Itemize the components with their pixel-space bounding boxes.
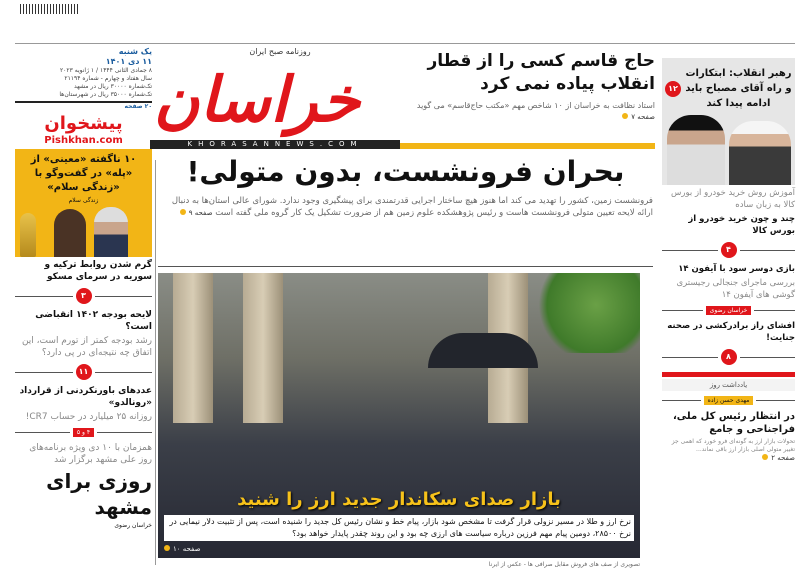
person-image <box>54 209 86 257</box>
watermark <box>15 113 152 147</box>
right-item-4-sub <box>662 438 795 463</box>
left-item-2[interactable]: لایحه بودجه ۱۴۰۲ انقباضی است؟ <box>35 310 152 332</box>
tree-image <box>530 273 640 353</box>
page-ref[interactable]: صفحه ۲ <box>762 454 795 462</box>
separator <box>662 396 795 405</box>
watermark-name: پیشخوان <box>44 113 123 134</box>
person-image <box>94 207 128 257</box>
issue-date: ۱۱ دی ۱۴۰۱ <box>105 57 152 66</box>
page-badge: ۱۱ <box>76 364 92 380</box>
page-ref[interactable]: صفحه ۷ <box>622 113 655 121</box>
photo-text-line1: نرخ ارز و طلا در مسیر نزولی قرار گرفت تا مشخص شود بازار، پیام خط و نشان رئیس کل جدید را شنیده است، پس از تثبیت دلار نیمایی <box>179 517 631 526</box>
leader-headline[interactable]: رهبر انقلاب: ابتکارات و راه آقای مصباح باید ادامه پیدا کند <box>685 68 792 109</box>
editorial-section: یادداشت روز <box>662 379 795 391</box>
left-item-1[interactable]: گرم شدن روابط ترکیه و سوریه در سرمای مسکو <box>44 260 152 282</box>
photo-caption: تصویری از صف های فروش مقابل صرافی ها - عکس از ایرنا <box>488 561 640 568</box>
issue-line: سال هفتاد و چهارم - شماره ۲۱۱۹۴ <box>64 75 152 82</box>
main-story <box>158 152 653 267</box>
page-badge: ۴ <box>721 242 737 258</box>
pillar-image <box>173 273 213 423</box>
photo-text-block <box>164 488 634 554</box>
top-rule <box>15 43 795 44</box>
right-item-2[interactable]: بازی دوسر سود با آیفون ۱۴ <box>678 264 795 274</box>
page-badge: ۱۲ <box>665 81 681 97</box>
left-column <box>15 47 152 530</box>
right-item-1[interactable]: چند و چون خرید خودرو از بورس کالا <box>688 214 795 236</box>
top-story-subtitle <box>405 100 655 123</box>
person-image <box>729 121 791 185</box>
right-item-3[interactable]: افشای راز برادرکشی در صحنه جنایت! <box>667 321 795 343</box>
leader-row <box>665 66 792 111</box>
top-story-headline[interactable]: حاج قاسم کسی را از قطار انقلاب پیاده نمی کرد <box>427 51 655 94</box>
separator <box>15 364 152 380</box>
left-item-2-sub: رشد بودجه کمتر از تورم است، این اتفاق چه نتیجه‌ای در پی دارد؟ <box>21 336 152 358</box>
page-badge: ۸ <box>721 349 737 365</box>
left-item-3-sub: روزانه ۲۵ میلیارد در حساب CR7! <box>25 412 152 422</box>
masthead-subtitle: روزنامه صبح ایران <box>249 47 311 56</box>
photo-text <box>164 515 634 541</box>
issue-pages: ۲۰ صفحه <box>15 101 152 111</box>
separator <box>662 242 795 258</box>
issue-info <box>15 47 152 111</box>
right-item-2-sub: بررسی ماجرای جنجالی رجیستری گوشی های آیفون ۱۴ <box>676 278 795 300</box>
page-ref[interactable]: صفحه ۹ <box>180 209 213 217</box>
watermark-url: Pishkhan.com <box>44 135 123 146</box>
photo-headline[interactable]: بازار صدای سکاندار جدید ارز را شنید <box>237 489 561 510</box>
issue-line: ۸ جمادی الثانی ۱۴۴۴ / ۱ ژانویه ۲۰۲۳ <box>59 67 152 74</box>
left-item-4-sub: همزمان با ۱۰ دی ویژه برنامه‌های روز علی مشهد برگزار شد <box>29 443 152 465</box>
top-story <box>405 50 655 123</box>
right-item-4[interactable]: در انتظار رئیس کل ملی، فراجناحی و جامع <box>673 411 795 435</box>
right-item-1-sub: آموزش روش خرید خودرو از بورس کالا به زبان ساده <box>671 188 795 210</box>
page-badge: ۴ و ۵ <box>73 428 94 437</box>
page-ref-text[interactable]: صفحه ۱۰ <box>164 545 201 553</box>
main-summary <box>158 195 653 219</box>
person-image <box>667 115 725 185</box>
column-divider <box>155 160 156 565</box>
issue-line: تک‌شماره ۳۰۰۰۰ ریال در مشهد <box>74 83 152 90</box>
left-item-4-title[interactable]: روزی برای مشهد <box>46 469 152 519</box>
page-ref[interactable] <box>164 544 634 554</box>
right-item-4-sub-text: تحولات بازار ارز به گونه‌ای فرو خورد که اهمی جز تغییر متولی اصلی بازار ارز باقی نماند... <box>671 438 795 453</box>
left-item-3[interactable]: عددهای باورنکردنی از قرارداد «رونالدو» <box>19 386 152 408</box>
yellow-rule <box>400 143 655 149</box>
separator <box>662 349 795 365</box>
page-badge: ۳ <box>76 288 92 304</box>
top-story-subtitle-text: استاد نظافت به خراسان از ۱۰ شاخص مهم «مکتب حاج‌قاسم» می گوید <box>416 101 655 110</box>
left-item-4-source: خراسان رضوی <box>114 522 152 529</box>
feature-photo <box>18 207 149 257</box>
leader-box[interactable] <box>662 58 795 185</box>
separator <box>15 428 152 437</box>
pillar-image <box>243 273 283 423</box>
separator <box>15 288 152 304</box>
barcode <box>20 4 80 14</box>
editorial-rule <box>662 372 795 377</box>
right-column <box>662 58 795 463</box>
leader-photo <box>665 115 792 185</box>
trophy-image <box>20 213 36 257</box>
umbrella-image <box>428 333 538 368</box>
main-photo[interactable] <box>158 273 640 558</box>
feature-headline[interactable]: ۱۰ ناگفته «معینی» از «پله» در گفت‌وگو با «زندگی سلام» <box>30 154 137 193</box>
feature-box[interactable] <box>15 149 152 257</box>
separator <box>662 306 795 315</box>
feature-source: زندگی سلام <box>68 197 99 204</box>
issue-line: تک‌شماره ۳۵۰۰۰ ریال در شهرستان‌ها <box>59 91 152 98</box>
issue-day: یک شنبه <box>118 47 152 56</box>
photo-text-line2: در نرخ ۲۸۵۰۰، دومین پیام مهم فرزین درباره سیاست های ارزی چه بود و این روند چقدر پایدار خواهد بود؟ <box>169 517 631 538</box>
section-tag: خراسان رضوی <box>706 306 752 315</box>
main-summary-text: فرونشست زمین، کشور را تهدید می کند اما هنوز هیچ ساختار اجرایی قدرتمندی برای پیشگیری وجود ندارد. شورای عالی استان‌ها به دنبال ارائه لایحه تعیین متولی فرونشست هاست و رئیس پژوهشکده علوم زمین هم از ضرورت تشکیل یک کار گروه ملی گفته است <box>171 196 653 218</box>
author-tag: مهدی حسن زاده <box>704 396 754 405</box>
main-headline[interactable]: بحران فرونشست، بدون متولی! <box>186 155 625 188</box>
masthead-site: KHORASANNEWS.COM <box>150 140 400 149</box>
masthead-logo: خراسان <box>153 63 361 136</box>
